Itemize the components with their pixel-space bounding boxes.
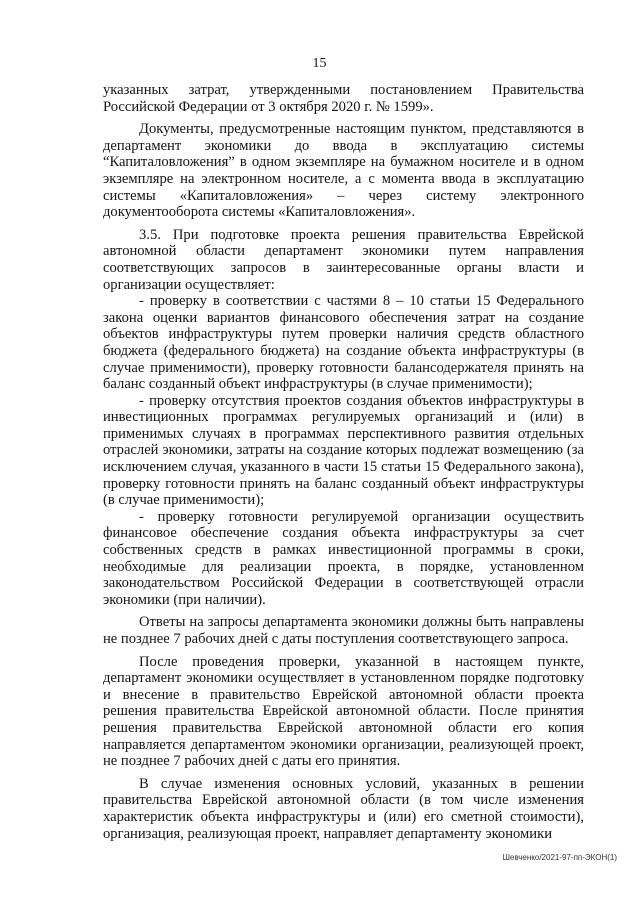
- list-item-budget-check: - проверку в соответствии с частями 8 – 10 статьи 15 Федерального закона оценки вариантов финансового обеспечения затрат на создание объектов инфраструктуры путем проверки наличия средств областного бюджета (федерального бюджета) на создание объекта инфраструктуры (в случае применимости), проверку готовности балансодержателя принять на баланс созданный объект инфраструктуры (в случае применимости);: [103, 293, 584, 393]
- paragraph-section-3-5: 3.5. При подготовке проекта решения правительства Еврейской автономной области департамент экономики путем направления соответствующих запросов в заинтересованные органы власти и организации осуществляет:: [103, 226, 584, 293]
- paragraph-continuation: указанных затрат, утвержденными постановлением Правительства Российской Федерации от 3 октября 2020 г. № 1599».: [103, 82, 584, 115]
- paragraph-response-deadline: Ответы на запросы департамента экономики должны быть направлены не позднее 7 рабочих дней с даты поступления соответствующего запроса.: [103, 614, 584, 647]
- paragraph-documents-submission: Документы, предусмотренные настоящим пунктом, представляются в департамент экономики до ввода в эксплуатацию системы “Капиталовложения” в одном экземпляре на бумажном носителе и в одном экземпляре на электронном носителе, а с момента ввода в эксплуатацию системы «Капиталовложения» – через систему электронного документооборота системы «Капиталовложения».: [103, 121, 584, 221]
- list-item-investment-programs-check: - проверку отсутствия проектов создания объектов инфраструктуры в инвестиционных программах регулируемых организаций и (или) в применимых случаях в программах перспективного развития отдельных отраслей экономики, затраты на создание которых подлежат возмещению (за исключением случая, указанного в части 15 статьи 15 Федерального закона), проверку готовности принять на баланс созданный объект инфраструктуры (в случае применимости);: [103, 392, 584, 509]
- list-item-regulated-organization-check: - проверку готовности регулируемой организации осуществить финансовое обеспечение создания объекта инфраструктуры за счет собственных средств в рамках инвестиционной программы в сроки, необходимые для реализации проекта, в порядке, установленном законодательством Российской Федерации в соответствующей отрасли экономики (при наличии).: [103, 508, 584, 608]
- paragraph-after-check: После проведения проверки, указанной в настоящем пункте, департамент экономики осуществляет в установленном порядке подготовку и внесение в правительство Еврейской автономной области проекта решения правительства Еврейской автономной области. После принятия решения правительства Еврейской автономной области его копия направляется департаментом экономики организации, реализующей проект, не позднее 7 рабочих дней с даты его принятия.: [103, 653, 584, 770]
- paragraph-conditions-change: В случае изменения основных условий, указанных в решении правительства Еврейской автономной области (в том числе изменения характеристик объекта инфраструктуры и (или) его сметной стоимости), организация, реализующая проект, направляет департаменту экономики: [103, 775, 584, 842]
- footer-document-code: Шевченко/2021-97-пп-ЭКОН(1): [502, 853, 617, 862]
- page-number: 15: [312, 56, 327, 71]
- document-body: [103, 82, 584, 842]
